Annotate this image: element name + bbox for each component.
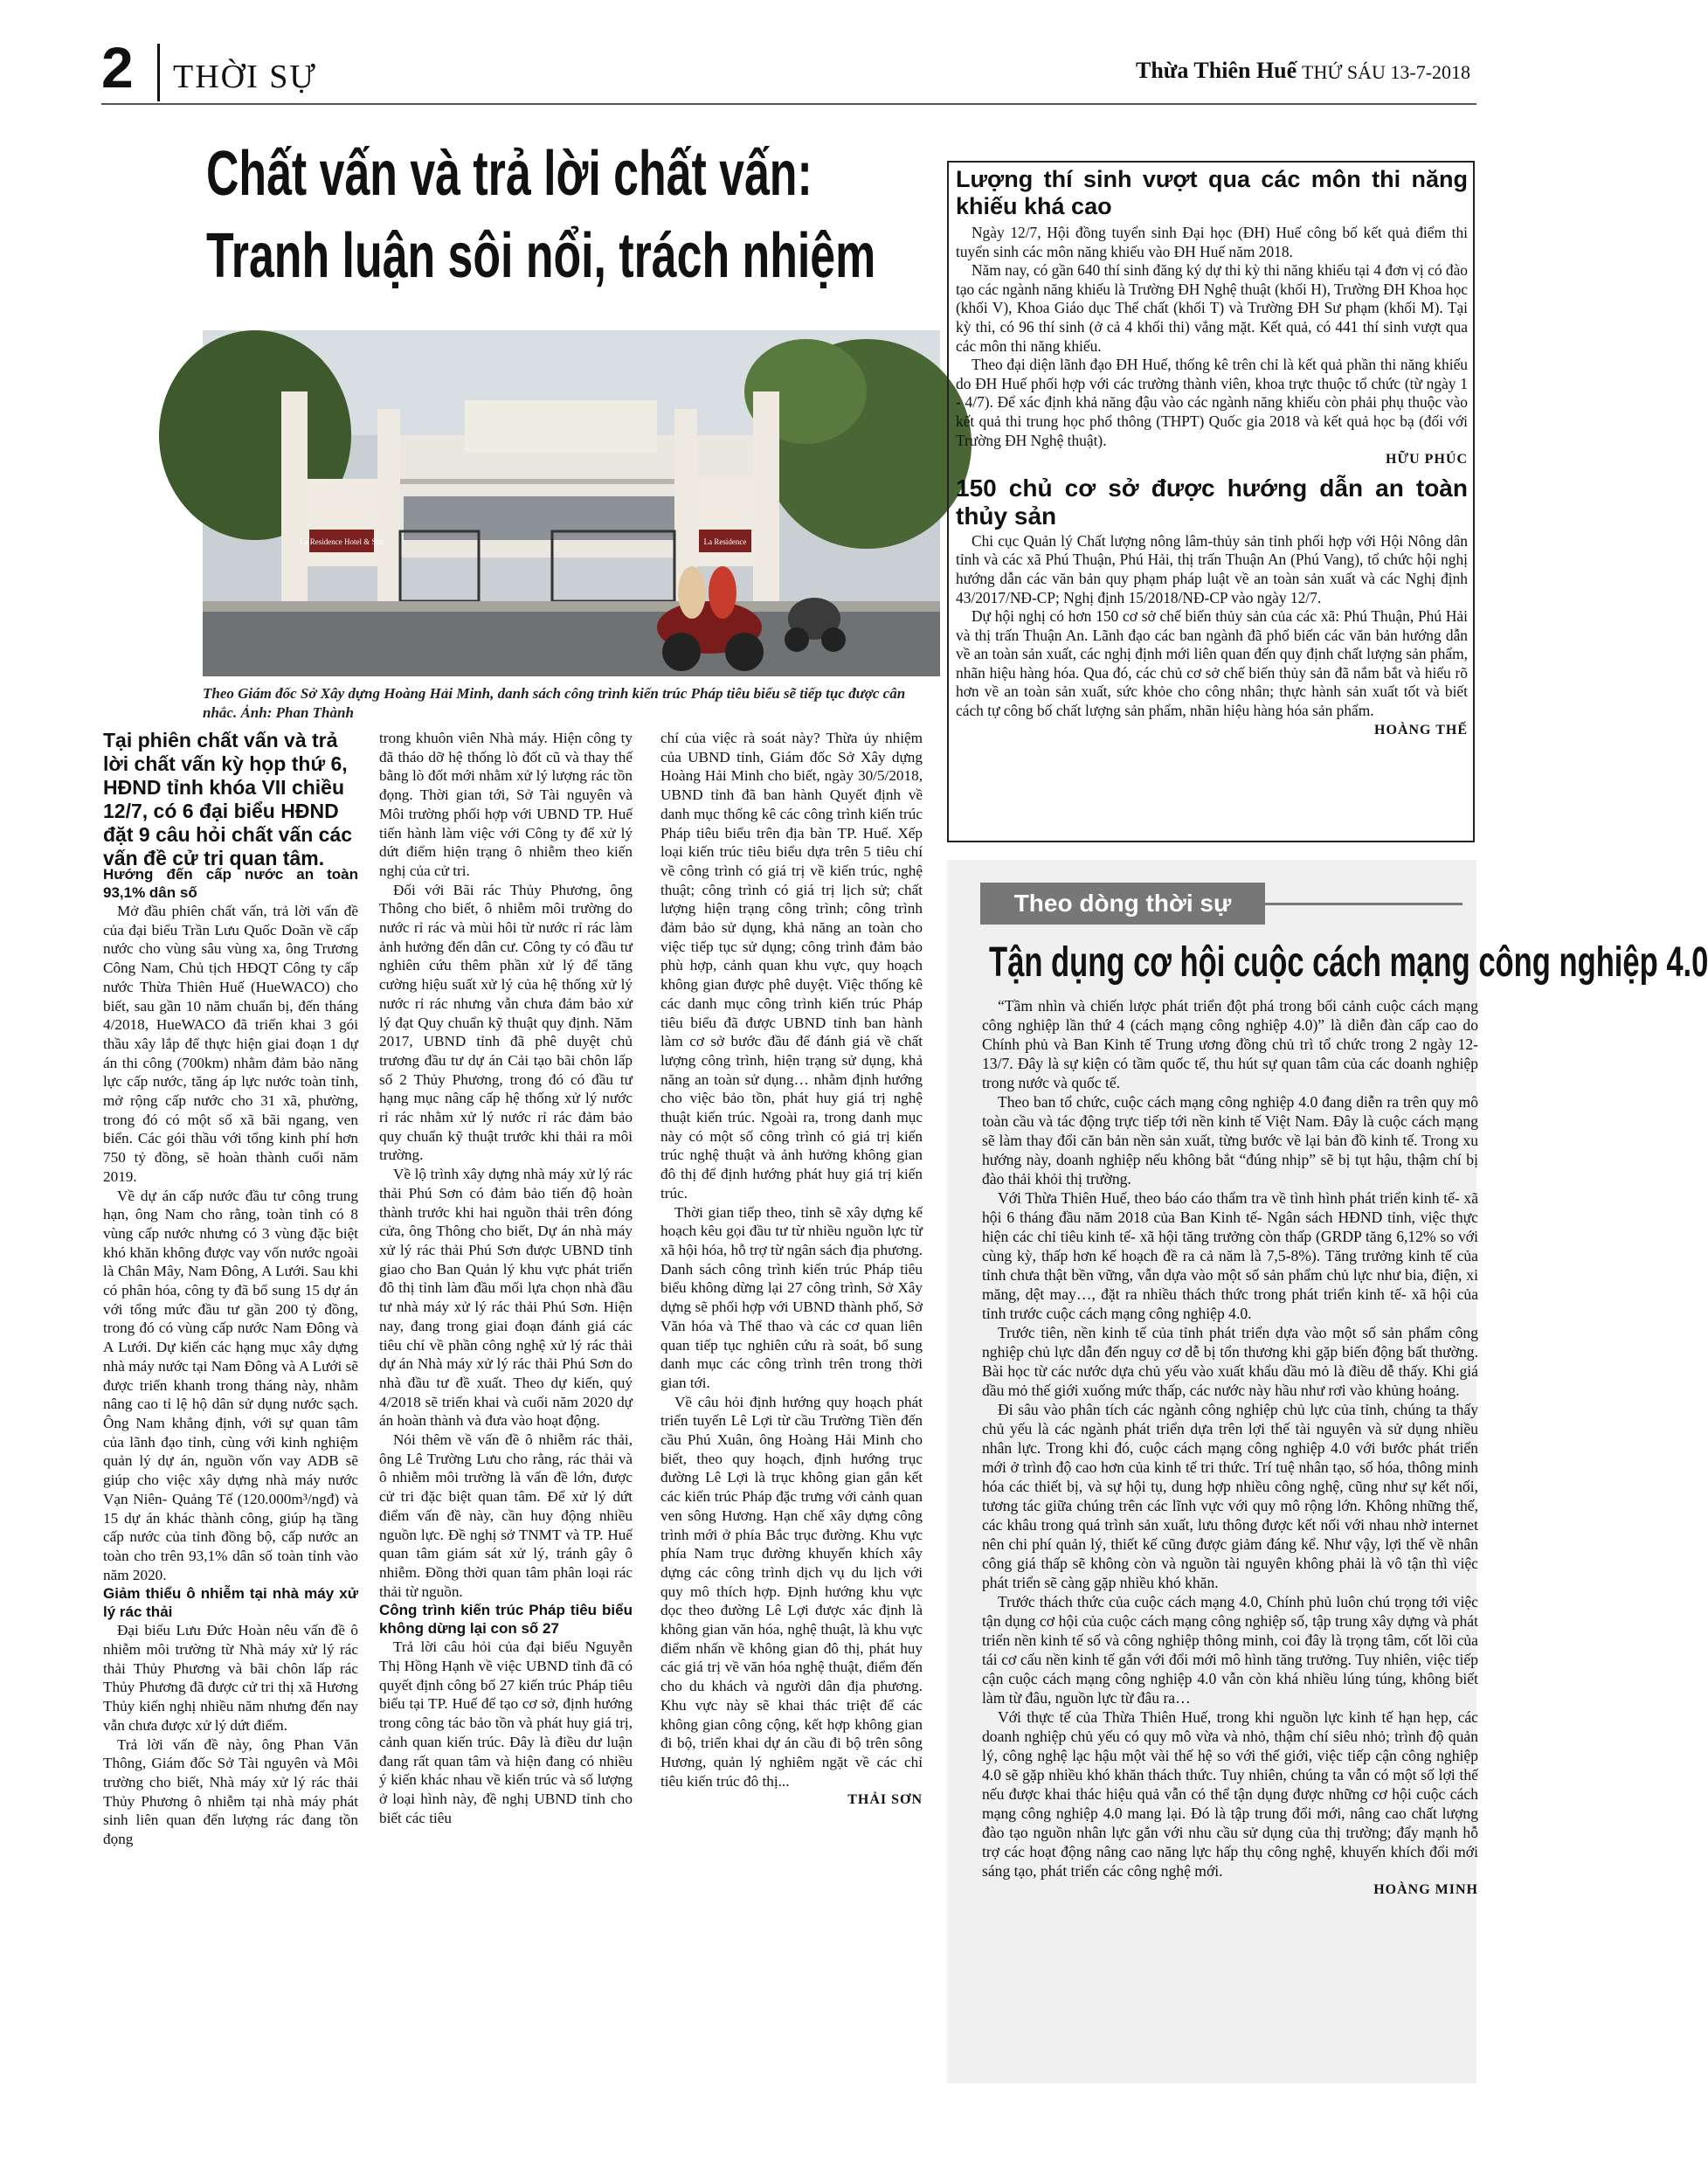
brief-headline-seafood: 150 chủ cơ sở được hướng dẫn an toàn thủy sản [956, 474, 1468, 530]
article-author: THẢI SƠN [847, 1792, 923, 1808]
paragraph: Ngày 12/7, Hội đồng tuyển sinh Đại học (ĐH) Huế công bố kết quả điểm thi tuyển sinh các môn năng khiếu vào ĐH Huế năm 2018. [956, 224, 1468, 260]
paragraph: Mở đầu phiên chất vấn, trả lời vấn đề của đại biểu Trần Lưu Quốc Doãn về cấp nước cho vùng sâu vùng xa, ông Trương Công Nam, Chủ tịch HĐQT Công ty cấp nước Thừa Thiên Huế (HueWACO) cho biết, sau gần 10 năm chuẩn bị, đến tháng 4/2018, HueWACO đã triển khai 3 gói thầu xây lắp để thực hiện giai đoạn 1 dự án thi công (700km) nhằm đảm bảo năng lực cấp nước, tăng áp lực nước toàn tỉnh, mở rộng cấp nước cho 31 xã, phường, trong đó có một số xã bãi ngang, ven biển. Các gói thầu với tổng kinh phí hơn 750 tỷ đồng, sẽ hoàn thành cuối năm 2019. [103, 903, 358, 1185]
paragraph: Đi sâu vào phân tích các ngành công nghiệp chủ lực của tỉnh, chúng ta thấy chủ yếu là các ngành phát triển dựa trên lợi thế tài nguyên và sử dụng nhiều nhân lực. Trong khi đó, cuộc cách mạng công nghiệp 4.0 với bước phát triển mới ở trình độ cao hơn của kinh tế tri thức. Trí tuệ nhân tạo, số hóa, thông minh hóa các thiết bị, và sự hội tụ, dung hợp nhiều công nghệ, cũng như sự kết nối, tương tác giữa chúng trên các lĩnh vực với quy mô rộng lớn. Không những thế, các khâu trong quá trình sản xuất, lưu thông được kết nối với nhau nhờ internet nên chi phí quản lý, thiết kế cũng được giảm đáng kể. Như vậy, lợi thế về nhân công giá thấp sẽ không còn và nguồn tài nguyên không phải là vô tận thì việc phát triển sẽ càng gặp nhiều khó khăn. [982, 1401, 1478, 1591]
commentary-author: HOÀNG MINH [1373, 1882, 1478, 1897]
page-number: 2 [101, 35, 134, 100]
paragraph: trong khuôn viên Nhà máy. Hiện công ty đã tháo dỡ hệ thống lò đốt cũ và thay thế bằng lò đốt mới nhằm xử lý lượng rác tồn đọng. Thời gian tới, Sở Tài nguyên và Môi trường phối hợp với UBND TP. Huế tiến hành làm việc với Công ty để xử lý dứt điểm hiện trạng ô nhiễm theo kiến nghị của cử tri. [379, 730, 633, 879]
brief-author-1: HỮU PHÚC [1385, 452, 1468, 468]
paragraph: Trả lời vấn đề này, ông Phan Văn Thông, Giám đốc Sở Tài nguyên và Môi trường cho biết, Nhà máy xử lý rác thải Thủy Phương ô nhiễm tại nhà máy phát sinh liên quan đến lượng rác đang tồn đọng [103, 1735, 358, 1848]
subheading-architecture: Công trình kiến trúc Pháp tiêu biểu không dừng lại con số 27 [379, 1602, 633, 1638]
paragraph: Về câu hỏi định hướng quy hoạch phát triển tuyến Lê Lợi từ cầu Trường Tiền đến cầu Phú Xuân, ông Hoàng Hải Minh cho biết, theo quy hoạch, định hướng trục đường Lê Lợi là trục không gian gắn kết các kiến trúc Pháp đặc trưng với cảnh quan ven sông Hương. Hạn chế xây dựng công trình mới ở phía Bắc trục đường. Khu vực phía Nam trục đường khuyến khích xây dựng các công trình dịch vụ du lịch với quy mô thích hợp. Định hướng khu vực dọc theo đường Lê Lợi được xác định là không gian văn hóa, nghệ thuật, là khu vực điểm nhấn về không gian đô thị, phát huy các giá trị về văn hóa nghệ thuật, điểm đến cho du khách và người dân địa phương. Khu vực này sẽ khai thác triệt để các không gian công cộng, kết hợp không gian đi bộ, triển khai dự án cầu đi bộ trên sông Hương, quản lý nghiêm ngặt về các chỉ tiêu kiến trúc đô thị... [660, 1393, 923, 1790]
paragraph: Đối với Bãi rác Thủy Phương, ông Thông cho biết, ô nhiễm môi trường do nước rỉ rác và mùi hôi từ nước rỉ rác làm ảnh hưởng đến dân cư. Công ty có đầu tư nghiên cứu thêm phần xử lý để tăng cường hiệu suất xử lý của hệ thống xử lý nước rỉ rác nhưng vẫn chưa đảm bảo xử lý đạt Quy chuẩn kỹ thuật quy định. Năm 2017, UBND tỉnh đã phê duyệt chủ trương đầu tư dự án Cải tạo bãi chôn lấp số 2 Thủy Phương, trong đó có đầu tư hạng mục nâng cấp hệ thống xử lý nước rỉ rác nhằm xử lý nước rỉ rác đảm bảo quy chuẩn kỹ thuật trước khi thải ra môi trường. [379, 881, 633, 1164]
paragraph: Theo đại diện lãnh đạo ĐH Huế, thống kê trên chỉ là kết quả phần thi năng khiếu do ĐH Huế phối hợp với các trường thành viên, khoa trực thuộc tổ chức (từ ngày 1 - 4/7). Để xác định khả năng đậu vào các ngành năng khiếu còn phải phụ thuộc vào kết quả thi trung học phổ thông (THPT) Quốc gia 2018 và kết quả học bạ (đối với Trường ĐH Nghệ thuật). [956, 356, 1468, 449]
newspaper-name: Thừa Thiên Huế [1136, 58, 1297, 83]
main-headline-line1: Chất vấn và trả lời chất vấn: [206, 139, 813, 209]
photo-caption: Theo Giám đốc Sở Xây dựng Hoàng Hải Minh, danh sách công trình kiến trúc Pháp tiêu biểu sẽ tiếp tục được cân nhắc. Ảnh: Phan Thành [203, 685, 906, 721]
article-column-2 [379, 729, 633, 1827]
main-headline-line2: Tranh luận sôi nổi, trách nhiệm [206, 221, 876, 291]
commentary-headline: Tận dụng cơ hội cuộc cách mạng công nghiệp 4.0 [989, 939, 1708, 986]
article-photo [203, 330, 940, 676]
paragraph: Đại biểu Lưu Đức Hoàn nêu vấn đề ô nhiễm môi trường từ Nhà máy xử lý rác thải Thủy Phương và bãi chôn lấp rác Thủy Phương đã được cử tri thị xã Hương Thủy kiến nghị nhiều năm nhưng đến nay vẫn chưa được xử lý dứt điểm. [103, 1622, 358, 1734]
commentary-tag: Theo dòng thời sự [980, 883, 1265, 925]
paragraph: Trước tiên, nền kinh tế của tỉnh phát triển dựa vào một số sản phẩm công nghiệp chủ lực dẫn đến nguy cơ dễ bị tổn thương khi gặp biến động bất thường. Bài học từ các nước dựa chủ yếu vào xuất khẩu dầu mỏ là điều dễ thấy. Khi giá dầu mỏ thế giới xuống mức thấp, các nước này hầu như rơi vào khủng hoảng. [982, 1324, 1478, 1399]
header-divider [157, 44, 160, 101]
subheading-waste: Giảm thiểu ô nhiễm tại nhà máy xử lý rác thải [103, 1585, 358, 1621]
paragraph: Về dự án cấp nước đầu tư công trung hạn, ông Nam cho rằng, toàn tỉnh có 8 vùng cấp nước nhưng có 3 vùng đặc biệt khó khăn không được vay vốn nước ngoài là Chân Mây, Nam Đông, A Lưới. Sau khi có phân hóa, công ty đã bổ sung 15 dự án với tổng mức đầu tư gần 200 tỷ đồng, trong đó có vùng cấp nước Nam Đông và A Lưới. Dự kiến các hạng mục xây dựng nhà máy nước tại Nam Đông và A Lưới sẽ được triển khanh trong tháng này, nhằm nâng cao tỉ lệ hộ dân sử dụng nước sạch. Ông Nam khẳng định, với sự quan tâm của lãnh đạo tỉnh, cùng với kinh nghiệm quản lý dự án, nguồn vốn vay ADB sẽ giúp cho việc xây dựng nhà máy nước Vạn Niên- Quảng Tế (120.000m³/ngđ) và 15 dự án khác thành công, giúp hạ tầng cấp nước của tỉnh đồng bộ, cấp nước an toàn cho trên 93,1% dân số toàn tỉnh vào năm 2020. [103, 1187, 358, 1583]
paragraph: Về lộ trình xây dựng nhà máy xử lý rác thải Phú Sơn có đảm bảo tiến độ hoàn thành trước khi hai nguồn thải trên đóng cửa, ông Thông cho biết, Dự án nhà máy xử lý rác thải Phú Sơn được UBND tỉnh giao cho Ban Quản lý khu vực phát triển đô thị tỉnh làm đầu mối lựa chọn nhà đầu tư nhà máy xử lý rác thải Phú Sơn. Hiện nay, đang trong giai đoạn đánh giá các tiêu chí về phần công nghệ xử lý rác thải dự án Nhà máy xử lý rác thải Phú Sơn do nhà đầu tư đề xuất. Theo dự kiến, quý 4/2018 sẽ triển khai và cuối năm 2020 dự án hoàn thành và đưa vào hoạt động. [379, 1166, 633, 1430]
paragraph: Nói thêm về vấn đề ô nhiễm rác thải, ông Lê Trường Lưu cho rằng, rác thải và ô nhiễm môi trường là vấn đề lớn, được cử tri đặc biệt quan tâm. Để xử lý dứt điểm vấn đề này, cần huy động nhiều nguồn lực. Đề nghị sở TNMT và TP. Huế quan tâm giám sát xử lý, tránh gây ô nhiễm. Đồng thời quan tâm phân loại rác thải từ nguồn. [379, 1431, 633, 1600]
commentary-content [982, 996, 1478, 1900]
paragraph: chí của việc rà soát này? Thừa ủy nhiệm của UBND tỉnh, Giám đốc Sở Xây dựng Hoàng Hải Minh cho biết, ngày 30/5/2018, UBND tỉnh đã ban hành Quyết định về danh mục thống kê các công trình kiến trúc Pháp tiêu biểu trên địa bàn TP. Huế. Xếp loại kiến trúc tiêu biểu dựa trên 5 tiêu chí về công trình có giá trị về kiến trúc, nghệ thuật; công trình có giá trị lịch sử; chất lượng hiện trạng công trình; công trình đảm bảo sử dụng, khả năng an toàn cho việc tiếp tục sử dụng; công trình đảm bảo phù hợp, cảnh quan khu vực, quy hoạch không gian được phê duyệt. Việc thống kê các danh mục công trình kiến trúc Pháp tiêu biểu đã được UBND tỉnh ban hành làm cơ sở bước đầu để đánh giá về chất lượng công trình, hiện trạng sử dụng, khả năng an toàn sử dụng… nhằm định hướng cho việc bảo tồn, phát huy giá trị nghệ thuật kiến trúc. Ngoài ra, trong danh mục này có một số công trình có giá trị kiến trúc nghệ thuật và ảnh hưởng không gian đô thị để định hướng phát huy giá trị kiến trúc. [660, 730, 923, 1202]
subheading-water: Hướng đến cấp nước an toàn 93,1% dân số [103, 866, 358, 901]
tag-rule [1265, 903, 1463, 905]
article-lead: Tại phiên chất vấn và trả lời chất vấn kỳ họp thứ 6, HĐND tỉnh khóa VII chiều 12/7, có 6 đại biểu HĐND đặt 9 câu hỏi chất vấn các vấn đề cử tri quan tâm. [103, 729, 353, 869]
article-column-1 [103, 865, 358, 1849]
paragraph: Chi cục Quản lý Chất lượng nông lâm-thủy sản tỉnh phối hợp với Hội Nông dân tỉnh và các xã Phú Thuận, Phú Hải, thị trấn Thuận An (Phú Vang), tổ chức hội nghị hướng dẫn các văn bản quy phạm pháp luật về an toàn sản xuất và các Nghị định 43/2017/NĐ-CP; Nghị định 15/2018/NĐ-CP vào ngày 12/7. [956, 531, 1468, 606]
paragraph: “Tầm nhìn và chiến lược phát triển đột phá trong bối cảnh cuộc cách mạng công nghiệp lần thứ 4 (cách mạng công nghiệp 4.0)” là diễn đàn cấp cao do Chính phủ và Ban Kinh tế Trung ương đồng chủ trì tổ chức trong 2 ngày 12-13/7. Đây là sự kiện có tầm quốc tế, thu hút sự quan tâm của các doanh nghiệp trong nước và quốc tế. [982, 997, 1478, 1091]
paragraph: Với Thừa Thiên Huế, theo báo cáo thẩm tra về tình hình phát triển kinh tế- xã hội 6 tháng đầu năm 2018 của Ban Kinh tế- Ngân sách HĐND tỉnh, việc thực hiện các chỉ tiêu kinh tế- xã hội tăng trưởng còn thấp (GRDP tăng 6,12% so với cùng kỳ, thấp hơn kế hoạch đề ra cả năm là 7,5-8%). Tăng trưởng kinh tế của tỉnh chưa thật bền vững, vẫn dựa vào một số sản phẩm chủ lực như bia, điện, xi măng, dệt may…, đặt ra nhiều thách thức trong phát triển kinh tế- xã hội của tỉnh trước cuộc cách mạng công nghiệp 4.0. [982, 1189, 1478, 1322]
paragraph: Với thực tế của Thừa Thiên Huế, trong khi nguồn lực kinh tế hạn hẹp, các doanh nghiệp chủ yếu có quy mô vừa và nhỏ, thậm chí siêu nhỏ; trình độ quản lý, công nghệ lạc hậu một vài thế hệ so với thế giới, việc tiếp cận công nghiệp 4.0 sẽ gặp nhiều khó khăn thách thức. Tuy nhiên, chúng ta vẫn có một số lợi thế nếu được khai thác hiệu quả vẫn có thể tận dụng được những cơ hội cuộc cách mạng công nghiệp 4.0 mang lại. Đó là tập trung đổi mới, nâng cao chất lượng đào tạo nguồn nhân lực gắn với nhu cầu sử dụng của thị trường; đẩy mạnh hỗ trợ các hoạt động nâng cao năng lực hấp thụ công nghệ, khuyến khích đổi mới sáng tạo, phát triển các công nghệ mới. [982, 1708, 1478, 1880]
brief-author-2: HOÀNG THẾ [1374, 722, 1468, 738]
main-headline [206, 133, 876, 297]
paragraph: Trả lời câu hỏi của đại biểu Nguyễn Thị Hồng Hạnh về việc UBND tỉnh đã có quyết định công bố 27 kiến trúc Pháp tiêu biểu tại TP. Huế để tạo cơ sở, định hướng trong công tác bảo tồn và phát huy giá trị, cảnh quan kiến trúc. Đây là điều dư luận đang rất quan tâm và hiện đang có nhiều ý kiến khác nhau về kiến trúc và số lượng ở loại hình này, đề nghị UBND tỉnh cho biết các tiêu [379, 1638, 633, 1826]
section-title: THỜI SỰ [173, 59, 317, 95]
article-column-3 [660, 729, 923, 1810]
news-brief-content [956, 166, 1468, 739]
paragraph: Năm nay, có gần 640 thí sinh đăng ký dự thi kỳ thi năng khiếu tại 4 đơn vị có đào tạo các ngành năng khiếu là Trường ĐH Nghệ thuật (khối H), Trường ĐH Khoa học (khối V), Khoa Giáo dục Thể chất (khối T) và Trường ĐH Sư phạm (khối M). Tại kỳ thi, có 96 thí sinh (ở cả 4 khối thi) vắng mặt. Kết quả, có 441 thí sinh vượt qua các môn thi năng khiếu. [956, 261, 1468, 355]
paragraph: Trước thách thức của cuộc cách mạng 4.0, Chính phủ luôn chú trọng tới việc tận dụng cơ hội của cuộc cách mạng công nghiệp số, tập trung xây dựng và phát triển nền kinh tế số và công nghiệp thông minh, coi đây là trọng tâm, cốt lõi của tái cơ cấu nền kinh tế gắn với đổi mới mô hình tăng trưởng. Tuy nhiên, việc tiếp cận cuộc cách mạng công nghiệp 4.0 vẫn còn khá nhiều lúng túng, không biết làm từ đâu, nguồn lực từ đâu ra… [982, 1593, 1478, 1707]
brief-headline-exam: Lượng thí sinh vượt qua các môn thi năng khiếu khá cao [956, 166, 1468, 219]
paragraph: Theo ban tổ chức, cuộc cách mạng công nghiệp 4.0 đang diễn ra trên quy mô toàn cầu và tác động trực tiếp tới nền kinh tế Việt Nam. Đây là cuộc cách mạng sẽ làm thay đổi căn bản nền sản xuất, từng bước về lại bản đồ kinh tế. Trong xu hướng này, doanh nghiệp nếu không bắt “đúng nhịp” sẽ bị tụt hậu, thậm chí bị đào thải khỏi thị trường. [982, 1093, 1478, 1188]
paragraph: Dự hội nghị có hơn 150 cơ sở chế biến thủy sản của các xã: Phú Thuận, Phú Hải và thị trấn Thuận An. Lãnh đạo các ban ngành đã phổ biến các văn bản hướng dẫn về an toàn sản xuất, các nghị định mới liên quan đến quy định chất lượng sản phẩm, nhãn hiệu hàng hóa. Qua đó, các chủ cơ sở chế biến thủy sản đã nắm bắt và hiểu rõ hơn về an toàn sản xuất, sức khỏe cho công nhân; thực hành sản xuất tốt và biết cách tự công bố chất lượng sản phẩm, nhãn hiệu hàng hóa sản phẩm. [956, 607, 1468, 720]
issue-date: THỨ SÁU 13-7-2018 [1302, 61, 1471, 83]
photo-sign-left: La Residence Hotel & Spa [300, 537, 384, 546]
header-rule [101, 103, 1476, 105]
paragraph: Thời gian tiếp theo, tỉnh sẽ xây dựng kế hoạch kêu gọi đầu tư từ nhiều nguồn lực từ xã hội hóa, hỗ trợ từ ngân sách địa phương. Danh sách công trình kiến trúc Pháp tiêu biểu không dừng lại 27 công trình, Sở Xây dựng sẽ phối hợp với UBND thành phố, Sở Văn hóa và Thể thao và các cơ quan liên quan tiếp tục nghiên cứu rà soát, bổ sung danh mục các công trình trên trong thời gian tới. [660, 1203, 923, 1391]
photo-sign-right: La Residence [703, 537, 747, 546]
